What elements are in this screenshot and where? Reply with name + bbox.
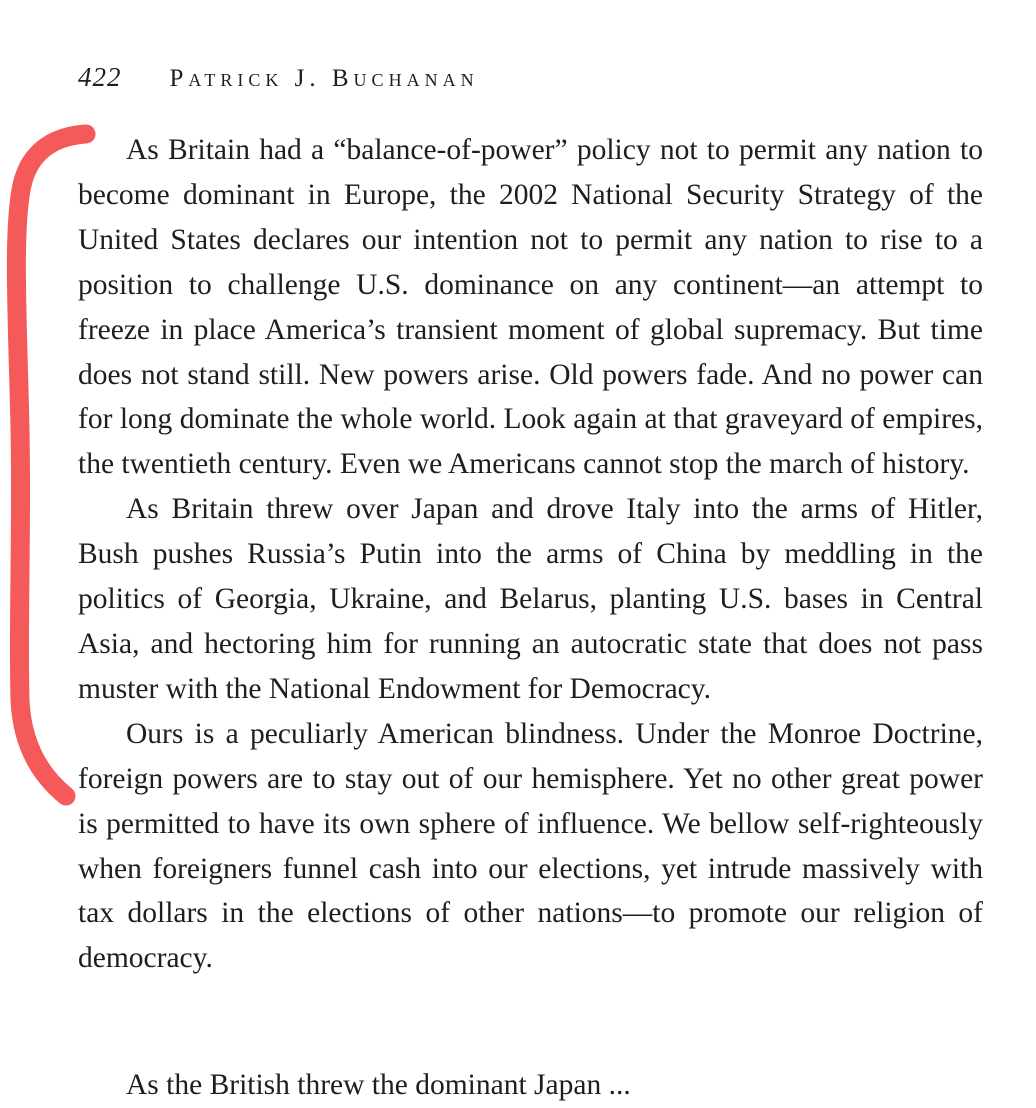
page-number: 422 [78, 62, 122, 92]
running-head-author: Patrick J. Buchanan [169, 65, 479, 92]
running-head [78, 62, 479, 102]
cut-off-line: As the British threw the dominant Japan ... [126, 1069, 631, 1101]
paragraph-2: As Britain threw over Japan and drove Italy into the arms of Hitler, Bush pushes Russia’s Putin into the arms of China by meddling in the politics of Georgia, Ukraine, and Belarus, planting U.S. bases in Central Asia, and hectoring him for running an autocratic state that does not pass muster with the National Endowment for Democracy. [78, 493, 983, 705]
body-text [78, 128, 983, 981]
paragraph-1: As Britain had a “balance-of-power” policy not to permit any nation to become dominant in Europe, the 2002 National Security Strategy of the United States declares our intention not to permit any nation to rise to a position to challenge U.S. dominance on any continent—an attempt to freeze in place America’s transient moment of global supremacy. But time does not stand still. New powers arise. Old powers fade. And no power can for long dominate the whole world. Look again at that graveyard of empires, the twentieth century. Even we Americans cannot stop the march of history. [78, 134, 983, 481]
paragraph-3: Ours is a peculiarly American blindness. Under the Monroe Doctrine, foreign powers are to stay out of our hemisphere. Yet no other great power is permitted to have its own sphere of influence. We bellow self-righteously when foreigners funnel cash into our elections, yet intrude massively with tax dollars in the elections of other nations—to promote our religion of democracy. [78, 717, 983, 975]
